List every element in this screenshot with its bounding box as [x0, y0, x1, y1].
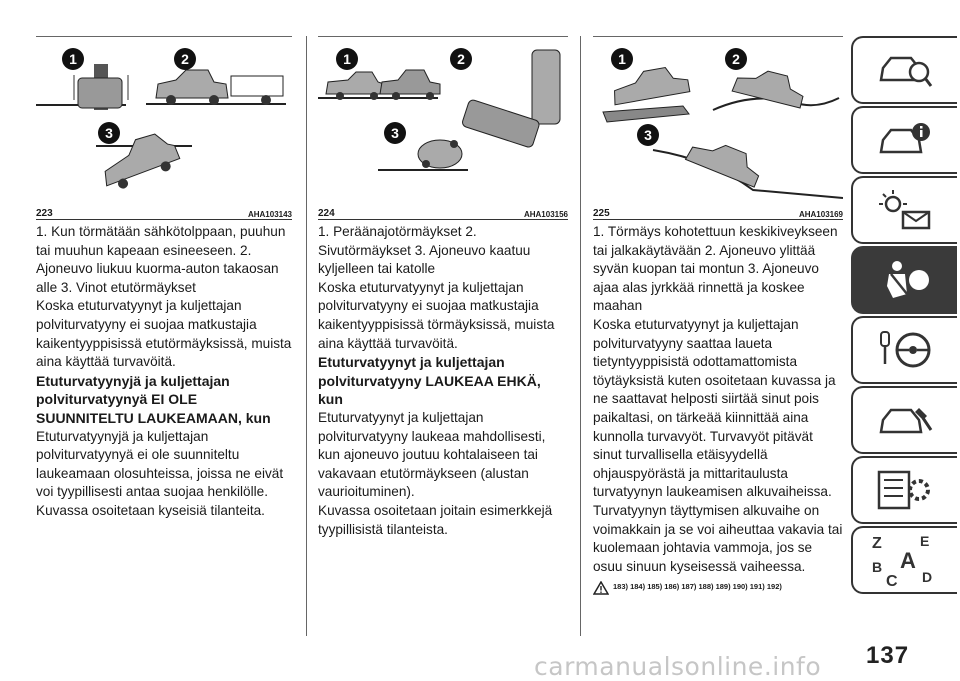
figure-code: AHA103143: [247, 210, 292, 219]
column-top-rule: [36, 36, 292, 37]
column-text: [318, 223, 568, 539]
paragraph: Koska etuturvatyynyt ja kuljettajan polviturvatyyny saattaa laueta tietyntyyppisistä odottamattomista töytäyksistä kuten osoitetaan kuvassa ja ne saattavat helposti siirtää sinut pois paikaltasi, on tärkeää kiinnittää aina kunnolla turvavyöt. Turvavyöt pitävät sinut turvallisella etäisyydellä ohjauspyörästä ja mittaritaulusta turvatyynyn laukeamisen alkuvaiheissa. Turvatyynyn täyttymisen alkuvaihe on voimakkain ja se voi aiheuttaa vakavia tai kuolemaan johtavia vammoja, jos se osuu sinuun kyseisessä vaiheessa.: [593, 316, 843, 574]
figure-code: AHA103156: [523, 210, 568, 219]
key-steering-wheel-icon: [875, 328, 935, 372]
page-number: 137: [866, 642, 910, 669]
figure-225: [593, 40, 843, 200]
column-top-rule: [593, 36, 843, 37]
tab-car-info[interactable]: [851, 106, 957, 174]
watermark: carmanualsonline.info: [534, 652, 822, 681]
paragraph: Etuturvatyynyt ja kuljettajan polviturvatyyny laukeaa mahdollisesti, kun ajoneuvo joutuu kohtalaiseen tai vakavaan etutörmäykseen (alustan vaurioituminen).: [318, 409, 546, 500]
figure-badge-2: 2: [174, 48, 196, 70]
index-letter: Z: [872, 535, 882, 552]
paragraph: 1. Peräänajotörmäykset 2. Sivutörmäykset 3. Ajoneuvo kaatuu kyljelleen tai katolle: [318, 224, 531, 277]
figure-badge-3: 3: [98, 122, 120, 144]
paragraph: Kuvassa osoitetaan kyseisiä tilanteita.: [36, 502, 265, 518]
seatbelt-airbag-icon: [875, 258, 935, 302]
figure-badge-1: 1: [611, 48, 633, 70]
figure-badge-1: 1: [336, 48, 358, 70]
alphabetical-index-icon: [870, 532, 940, 588]
index-letter: D: [922, 569, 933, 585]
tab-warning-lights[interactable]: [851, 176, 957, 244]
figure-badge-3: 3: [637, 124, 659, 146]
reference-numbers: 183) 184) 185) 186) 187) 188) 189) 190) 191) 192): [613, 582, 782, 592]
index-letter: C: [886, 573, 898, 588]
tab-alphabetical-index[interactable]: [851, 526, 957, 594]
figure-badge-3: 3: [384, 122, 406, 144]
figure-caption: [593, 205, 843, 220]
car-service-icon: [875, 400, 935, 440]
section-heading: Etuturvatyynyjä ja kuljettajan polviturvatyynyä EI OLE SUUNNITELTU LAUKEAMAAN, kun: [36, 372, 271, 426]
column-divider: [306, 36, 307, 636]
figure-badge-2: 2: [725, 48, 747, 70]
warning-triangle-icon: [593, 581, 609, 595]
paragraph: 1. Kun törmätään sähkötolppaan, puuhun tai muuhun kapeaan esineeseen. 2. Ajoneuvo liukuu kuorma-auton takaosan alle 3. Vinot etutörmäykset: [36, 224, 286, 295]
column-top-rule: [318, 36, 568, 37]
warning-lights-icon: [875, 188, 935, 232]
figure-caption: [318, 205, 568, 220]
figure-223: [36, 40, 292, 200]
figure-224: [318, 40, 568, 200]
column-text: [36, 223, 292, 521]
figure-badge-2: 2: [450, 48, 472, 70]
figure-caption: [36, 205, 292, 220]
warning-references: [593, 578, 843, 597]
index-letter: B: [872, 559, 883, 575]
index-letter: A: [900, 548, 916, 573]
column-text: [593, 223, 843, 597]
figure-number: 225: [593, 208, 610, 219]
section-heading: Etuturvatyynyt ja kuljettajan polviturvatyyny LAUKEAA EHKÄ, kun: [318, 354, 541, 408]
paragraph: 1. Törmäys kohotettuun keskikiveykseen tai jalkakäytävään 2. Ajoneuvo ylittää syvän kuopan tai montun 3. Ajoneuvo ajaa alas jyrkkää rinnettä ja koskee maahan: [593, 224, 838, 314]
figure-code: AHA103169: [798, 210, 843, 219]
figure-number: 224: [318, 208, 335, 219]
tab-seatbelt-airbag[interactable]: [851, 246, 957, 314]
car-search-icon: [875, 50, 935, 90]
paragraph: Kuvassa osoitetaan joitain esimerkkejä tyypillisistä tilanteista.: [318, 502, 553, 537]
figure-number: 223: [36, 208, 53, 219]
paragraph: Koska etuturvatyynyt ja kuljettajan polviturvatyyny ei suojaa matkustajia kaikentyyppisissä etutörmäyksissä, muista aina käyttää turvavöitä.: [36, 298, 292, 370]
tab-specifications[interactable]: [851, 456, 957, 524]
car-info-icon: [875, 120, 935, 160]
index-letter: E: [920, 533, 930, 549]
specifications-icon: [875, 468, 935, 512]
column-divider: [580, 36, 581, 636]
figure-badge-1: 1: [62, 48, 84, 70]
paragraph: Etuturvatyynyjä ja kuljettajan polviturvatyynyä ei ole suunniteltu laukeamaan olosuhteissa, joissa ne eivät voi tyypillisesti antaa suojaa henkilölle.: [36, 428, 284, 500]
tab-key-steering[interactable]: [851, 316, 957, 384]
tab-car-service[interactable]: [851, 386, 957, 454]
paragraph: Koska etuturvatyynyt ja kuljettajan polviturvatyyny ei suojaa matkustajia kaikentyyppisissä törmäyksissä, muista aina käyttää turvavöitä.: [318, 279, 555, 351]
tab-car-search[interactable]: [851, 36, 957, 104]
